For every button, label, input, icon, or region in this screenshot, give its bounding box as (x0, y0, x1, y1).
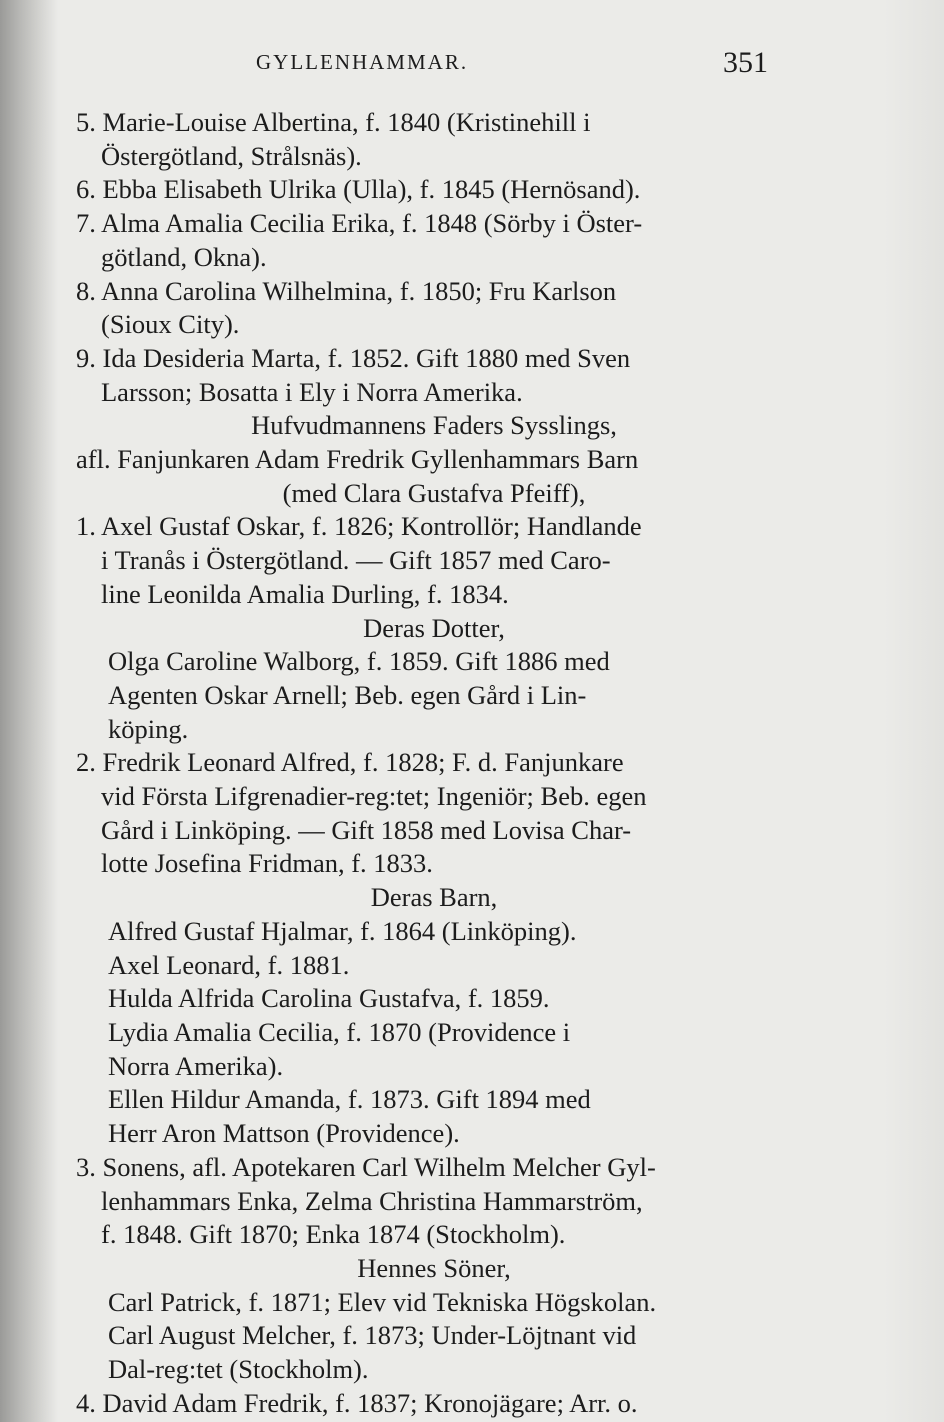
section-heading: Deras Dotter, (363, 612, 505, 643)
text-line: lotte Josefina Fridman, f. 1833. (101, 848, 433, 879)
text-line: vid Första Lifgrenadier-reg:tet; Ingeniör; Beb. egen (101, 781, 647, 812)
text-line: f. 1848. Gift 1870; Enka 1874 (Stockholm). (101, 1219, 566, 1250)
text-line: Norra Amerika). (108, 1050, 284, 1081)
text-line: Herr Aron Mattson (Providence). (108, 1118, 460, 1149)
page-edge-shadow (884, 0, 944, 1422)
text-line: 7. Alma Amalia Cecilia Erika, f. 1848 (Sörby i Öster- (76, 208, 643, 239)
text-line: 3. Sonens, afl. Apotekaren Carl Wilhelm Melcher Gyl- (76, 1151, 656, 1182)
text-line: 4. David Adam Fredrik, f. 1837; Kronojägare; Arr. o. (76, 1387, 638, 1418)
text-line: 8. Anna Carolina Wilhelmina, f. 1850; Fru Karlson (76, 275, 617, 306)
section-heading: Hennes Söner, (357, 1252, 511, 1283)
text-line: 1. Axel Gustaf Oskar, f. 1826; Kontrollör; Handlande (76, 511, 642, 542)
text-line: 2. Fredrik Leonard Alfred, f. 1828; F. d. Fanjunkare (76, 747, 624, 778)
text-line: Hulda Alfrida Carolina Gustafva, f. 1859. (108, 983, 550, 1014)
section-heading: (med Clara Gustafva Pfeiff), (282, 477, 586, 508)
text-line: 5. Marie-Louise Albertina, f. 1840 (Kristinehill i (76, 107, 591, 137)
text-line: Agenten Oskar Arnell; Beb. egen Gård i Lin- (108, 679, 587, 710)
text-line: 9. Ida Desideria Marta, f. 1852. Gift 1880 med Sven (76, 342, 631, 373)
text-line: köping. (108, 713, 189, 744)
text-line: afl. Fanjunkaren Adam Fredrik Gyllenhammars Barn (76, 444, 639, 475)
running-title: GYLLENHAMMAR. (256, 50, 469, 74)
book-spine-shadow (0, 0, 58, 1422)
text-line: Larsson; Bosatta i Ely i Norra Amerika. (101, 376, 523, 407)
text-line: i Tranås i Östergötland. — Gift 1857 med Caro- (101, 545, 611, 576)
book-page (76, 46, 768, 1420)
text-line: Dal-reg:tet (Stockholm). (108, 1354, 369, 1385)
text-line: line Leonilda Amalia Durling, f. 1834. (101, 578, 509, 609)
text-line: lenhammars Enka, Zelma Christina Hammarström, (101, 1185, 643, 1216)
text-line: Carl Patrick, f. 1871; Elev vid Tekniska Högskolan. (108, 1286, 657, 1317)
text-line: Ellen Hildur Amanda, f. 1873. Gift 1894 med (108, 1084, 591, 1115)
text-line: Carl August Melcher, f. 1873; Under-Löjtnant vid (108, 1320, 637, 1351)
text-line: Alfred Gustaf Hjalmar, f. 1864 (Linköping). (108, 915, 577, 946)
text-line: Lydia Amalia Cecilia, f. 1870 (Providence i (108, 1016, 571, 1047)
page-number: 351 (723, 46, 768, 79)
section-heading: Deras Barn, (370, 882, 498, 913)
text-line: Axel Leonard, f. 1881. (108, 949, 350, 980)
text-line: Östergötland, Strålsnäs). (101, 140, 362, 171)
text-line: (Sioux City). (101, 309, 240, 340)
page-body (76, 106, 762, 1420)
text-line: Gård i Linköping. — Gift 1858 med Lovisa Char- (101, 814, 632, 845)
text-line: 6. Ebba Elisabeth Ulrika (Ulla), f. 1845 (Hernösand). (76, 174, 641, 205)
text-line: götland, Okna). (101, 241, 267, 272)
page-header (76, 46, 768, 86)
text-line: Olga Caroline Walborg, f. 1859. Gift 1886 med (108, 646, 610, 677)
section-heading: Hufvudmannens Faders Sysslings, (251, 410, 617, 441)
